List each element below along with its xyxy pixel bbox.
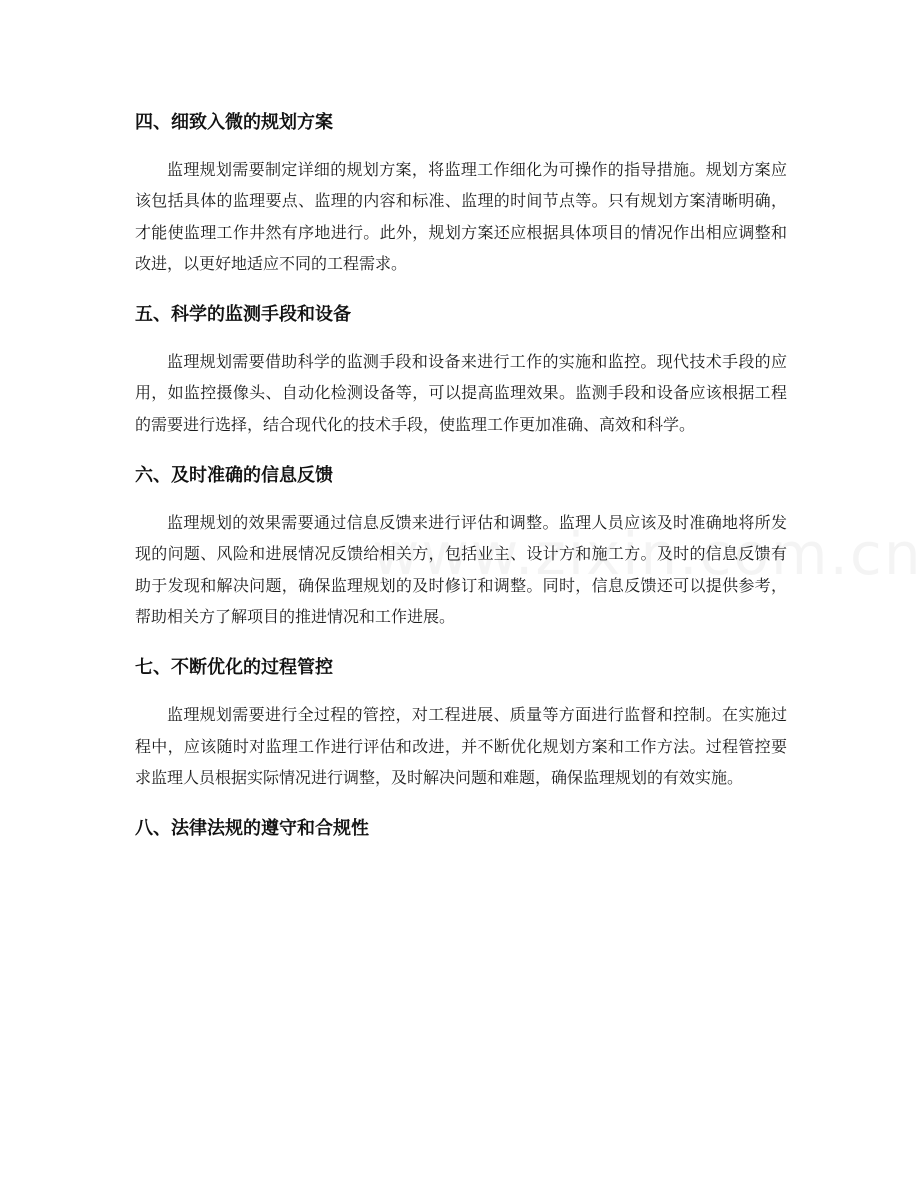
section-6 — [135, 459, 787, 632]
section-heading: 八、法律法规的遵守和合规性 — [135, 818, 369, 840]
section-7 — [135, 651, 787, 793]
section-heading: 六、及时准确的信息反馈 — [135, 465, 333, 487]
document-body — [135, 106, 787, 860]
section-heading: 七、不断优化的过程管控 — [135, 657, 333, 679]
section-paragraph: 监理规划需要进行全过程的管控，对工程进展、质量等方面进行监督和控制。在实施过程中，应该随时对监理工作进行评估和改进，并不断优化规划方案和工作方法。过程管控要求监理人员根据实际情况进行调整，及时解决问题和难题，确保监理规划的有效实施。 — [135, 705, 787, 787]
section-paragraph: 监理规划的效果需要通过信息反馈来进行评估和调整。监理人员应该及时准确地将所发现的问题、风险和进展情况反馈给相关方，包括业主、设计方和施工方。及时的信息反馈有助于发现和解决问题，确保监理规划的及时修订和调整。同时，信息反馈还可以提供参考，帮助相关方了解项目的推进情况和工作进展。 — [135, 513, 787, 626]
section-paragraph: 监理规划需要制定详细的规划方案，将监理工作细化为可操作的指导措施。规划方案应该包括具体的监理要点、监理的内容和标准、监理的时间节点等。只有规划方案清晰明确，才能使监理工作井然有序地进行。此外，规划方案还应根据具体项目的情况作出相应调整和改进，以更好地适应不同的工程需求。 — [135, 160, 787, 273]
section-heading: 四、细致入微的规划方案 — [135, 112, 333, 133]
section-4 — [135, 106, 787, 279]
section-heading: 五、科学的监测手段和设备 — [135, 304, 351, 326]
section-paragraph: 监理规划需要借助科学的监测手段和设备来进行工作的实施和监控。现代技术手段的应用，如监控摄像头、自动化检测设备等，可以提高监理效果。监测手段和设备应该根据工程的需要进行选择，结合现代化的技术手段，使监理工作更加准确、高效和科学。 — [135, 352, 787, 434]
section-8 — [135, 812, 787, 846]
section-5 — [135, 298, 787, 440]
